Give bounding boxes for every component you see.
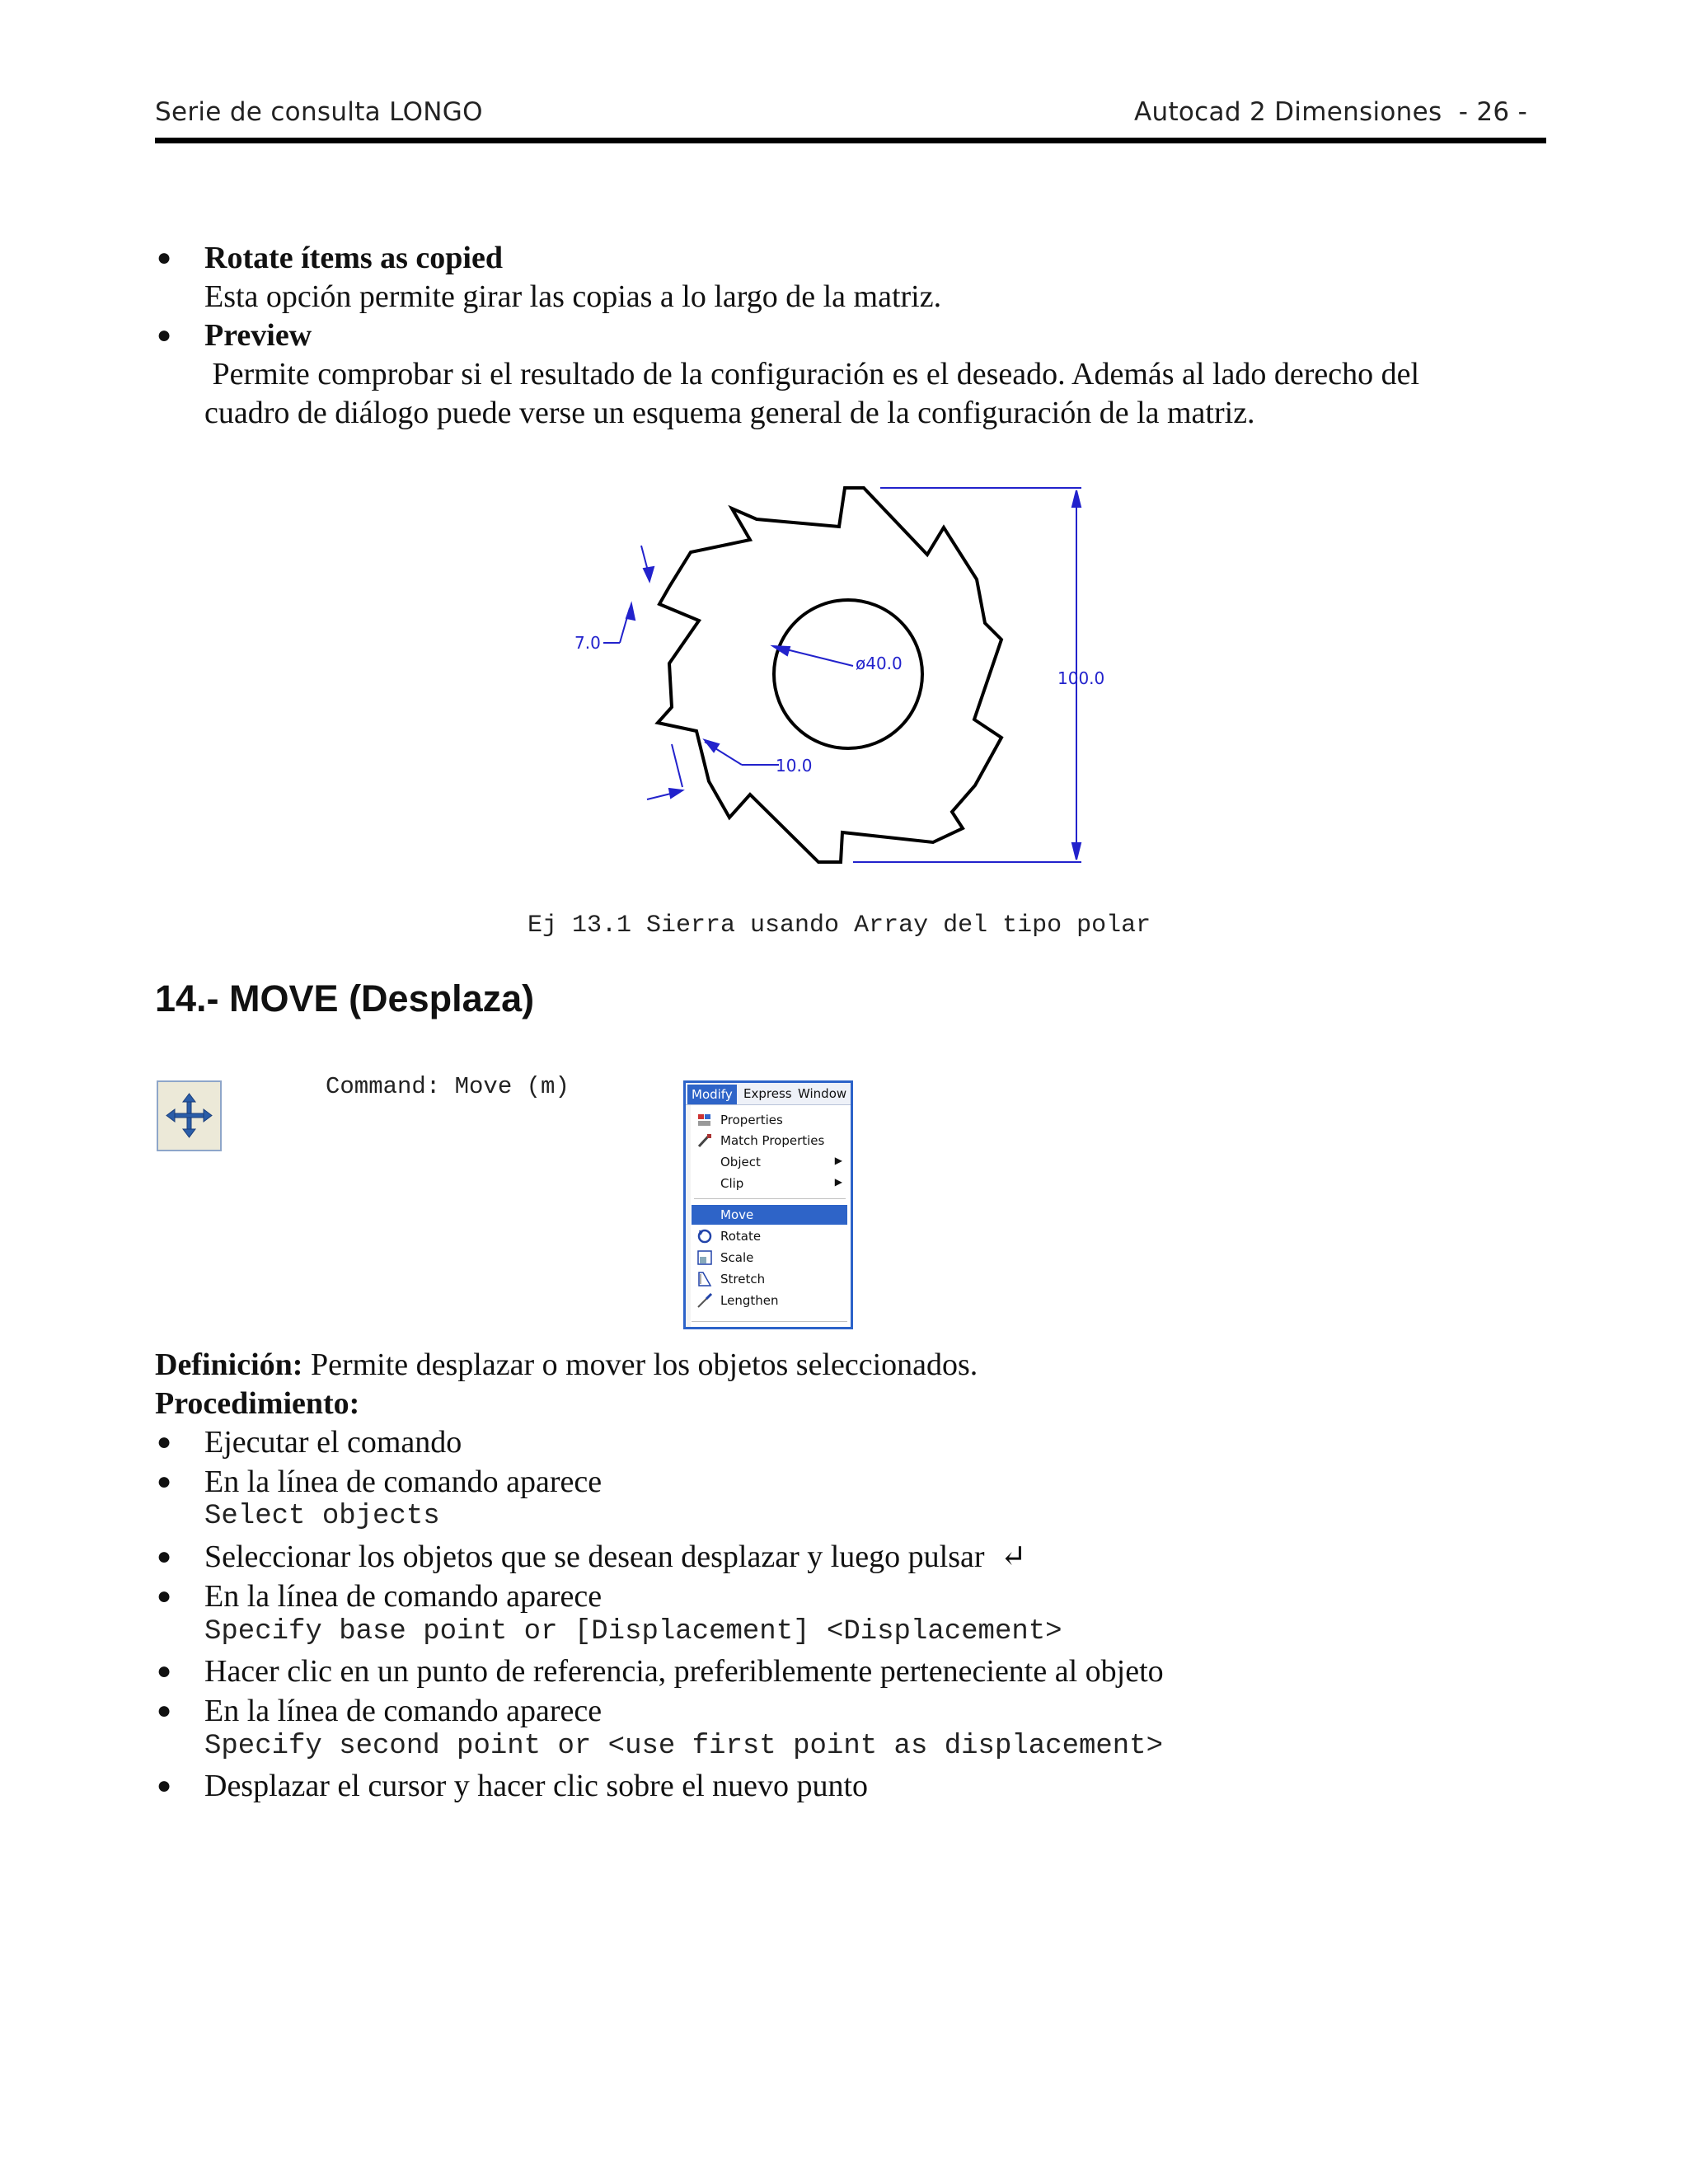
definition-text: Permite desplazar o mover los objetos seleccionados. bbox=[302, 1347, 978, 1382]
step: En la línea de comando aparece bbox=[204, 1465, 603, 1499]
step: En la línea de comando aparece bbox=[204, 1579, 603, 1614]
step: Ejecutar el comando bbox=[204, 1425, 462, 1460]
option-desc: Esta opción permite girar las copias a lo largo de la matriz. bbox=[204, 279, 942, 314]
bullet: ● bbox=[157, 1428, 172, 1455]
stretch-icon bbox=[696, 1271, 713, 1287]
command-prompt: Select objects bbox=[204, 1501, 440, 1532]
definition-label: Definición: bbox=[155, 1347, 303, 1382]
step: En la línea de comando aparece bbox=[204, 1694, 603, 1728]
menu-separator bbox=[692, 1321, 847, 1322]
step: Desplazar el cursor y hacer clic sobre el nuevo punto bbox=[204, 1769, 869, 1803]
command-prompt: Specify base point or [Displacement] <Displacement> bbox=[204, 1616, 1062, 1647]
bullet: ● bbox=[157, 244, 172, 271]
menu-item-scale[interactable]: Scale bbox=[692, 1248, 847, 1268]
dim-diameter: ø40.0 bbox=[856, 654, 903, 673]
scale-icon bbox=[696, 1249, 713, 1266]
header-right: Autocad 2 Dimensiones - 26 - bbox=[1134, 97, 1528, 127]
step: Hacer clic en un punto de referencia, preferiblemente perteneciente al objeto bbox=[204, 1654, 1164, 1689]
dim-height: 100.0 bbox=[1057, 668, 1105, 688]
option-desc: Permite comprobar si el resultado de la configuración es el deseado. Además al lado derecho del bbox=[204, 357, 1420, 391]
bullet: ● bbox=[157, 1468, 172, 1495]
command-text: Command: Move (m) bbox=[326, 1073, 570, 1100]
menu-tab-window[interactable]: Window bbox=[798, 1086, 847, 1101]
menu-tab-express[interactable]: Express bbox=[743, 1086, 792, 1101]
menu-item-clip[interactable]: Clip ▶ bbox=[720, 1176, 842, 1191]
bullet: ● bbox=[157, 1657, 172, 1685]
modify-menu bbox=[683, 1080, 853, 1329]
menu-bar bbox=[686, 1083, 851, 1105]
submenu-arrow-icon: ▶ bbox=[834, 1155, 842, 1166]
submenu-arrow-icon: ▶ bbox=[834, 1176, 842, 1188]
bullet: ● bbox=[157, 1543, 172, 1570]
menu-strip bbox=[686, 1105, 691, 1327]
dim-tooth: 7.0 bbox=[574, 633, 601, 653]
saw-outline bbox=[658, 488, 1001, 862]
section-title: 14.- MOVE (Desplaza) bbox=[155, 977, 535, 1019]
saw-hole bbox=[774, 600, 922, 748]
menu-item-move[interactable]: Move bbox=[692, 1205, 847, 1225]
option-title: Preview bbox=[204, 318, 312, 353]
move-icon bbox=[158, 1082, 220, 1150]
menu-separator bbox=[694, 1198, 846, 1199]
header-left: Serie de consulta LONGO bbox=[155, 97, 483, 127]
step: Seleccionar los objetos que se desean desplazar y luego pulsar ↵ bbox=[204, 1540, 1027, 1574]
move-tool-button[interactable] bbox=[157, 1080, 222, 1151]
definition bbox=[155, 1346, 978, 1385]
menu-tab-modify[interactable]: Modify bbox=[687, 1085, 737, 1104]
menu-item-object[interactable]: Object ▶ bbox=[720, 1155, 842, 1169]
menu-item-match-properties[interactable]: Match Properties bbox=[692, 1131, 847, 1151]
option-title: Rotate ítems as copied bbox=[204, 241, 503, 275]
option-desc: cuadro de diálogo puede verse un esquema general de la configuración de la matriz. bbox=[204, 396, 1255, 430]
dim-width: 10.0 bbox=[776, 756, 813, 776]
menu-item-lengthen[interactable]: Lengthen bbox=[692, 1291, 847, 1310]
bullet: ● bbox=[157, 321, 172, 349]
properties-icon bbox=[696, 1112, 713, 1128]
rotate-icon bbox=[696, 1228, 713, 1244]
menu-item-rotate[interactable]: Rotate bbox=[692, 1226, 847, 1246]
bullet: ● bbox=[157, 1772, 172, 1799]
enter-icon: ↵ bbox=[1000, 1540, 1027, 1574]
bullet: ● bbox=[157, 1697, 172, 1724]
bullet: ● bbox=[157, 1582, 172, 1610]
menu-item-stretch[interactable]: Stretch bbox=[692, 1269, 847, 1289]
lengthen-icon bbox=[696, 1292, 713, 1309]
menu-item-properties[interactable]: Properties bbox=[692, 1110, 847, 1130]
figure-caption: Ej 13.1 Sierra usando Array del tipo polar bbox=[528, 912, 1151, 940]
procedure-label: Procedimiento: bbox=[155, 1386, 360, 1421]
brush-icon bbox=[696, 1132, 713, 1149]
saw-figure bbox=[0, 0, 1688, 948]
command-prompt: Specify second point or <use first point as displacement> bbox=[204, 1731, 1163, 1762]
